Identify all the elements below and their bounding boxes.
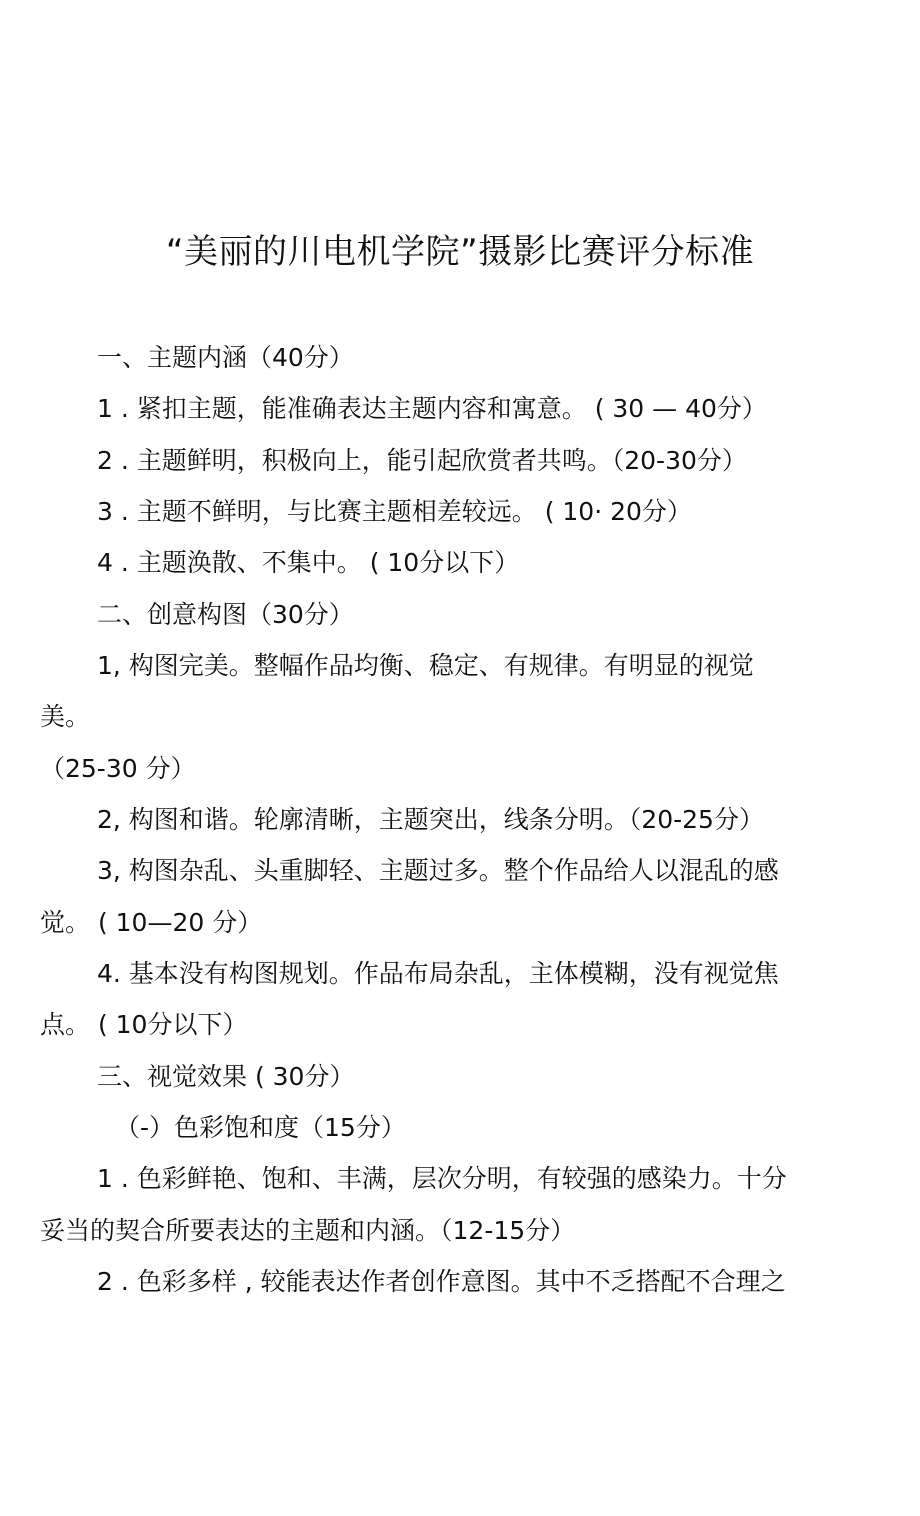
composition-criterion-1-continued: 美。 — [40, 702, 91, 731]
subsection-heading-color-saturation: （-）色彩饱和度（15分） — [115, 1113, 406, 1142]
section-heading-theme: 一、主题内涵（40分） — [97, 343, 354, 372]
section-heading-composition: 二、创意构图（30分） — [97, 600, 354, 629]
theme-criterion-2: 2 . 主题鲜明，积极向上，能引起欣赏者共鸣。（20-30分） — [97, 446, 747, 475]
composition-criterion-4-continued: 点。 ( 10分以下） — [40, 1010, 248, 1039]
composition-criterion-1: 1, 构图完美。整幅作品均衡、稳定、有规律。有明显的视觉 — [97, 651, 754, 680]
color-criterion-1: 1 . 色彩鲜艳、饱和、丰满，层次分明，有较强的感染力。十分 — [97, 1164, 787, 1193]
composition-criterion-2: 2, 构图和谐。轮廓清晰，主题突出，线条分明。（20-25分） — [97, 805, 764, 834]
document-title: “美丽的川电机学院”摄影比赛评分标准 — [165, 232, 755, 272]
composition-criterion-3-continued: 觉。 ( 10—20 分） — [40, 908, 263, 937]
composition-criterion-3: 3, 构图杂乱、头重脚轻、主题过多。整个作品给人以混乱的感 — [97, 856, 779, 885]
theme-criterion-3: 3 . 主题不鲜明，与比赛主题相差较远。 ( 10· 20分） — [97, 497, 692, 526]
theme-criterion-1: 1 . 紧扣主题，能准确表达主题内容和寓意。 ( 30 — 40分） — [97, 394, 767, 423]
section-heading-visual: 三、视觉效果 ( 30分） — [97, 1062, 355, 1091]
composition-criterion-1-score: （25-30 分） — [40, 754, 196, 783]
color-criterion-1-continued: 妥当的契合所要表达的主题和内涵。（12-15分） — [40, 1216, 576, 1245]
color-criterion-2: 2 . 色彩多样 , 较能表达作者创作意图。其中不乏搭配不合理之 — [97, 1267, 786, 1296]
theme-criterion-4: 4 . 主题涣散、不集中。 ( 10分以下） — [97, 548, 520, 577]
composition-criterion-4: 4. 基本没有构图规划。作品布局杂乱，主体模糊，没有视觉焦 — [97, 959, 779, 988]
